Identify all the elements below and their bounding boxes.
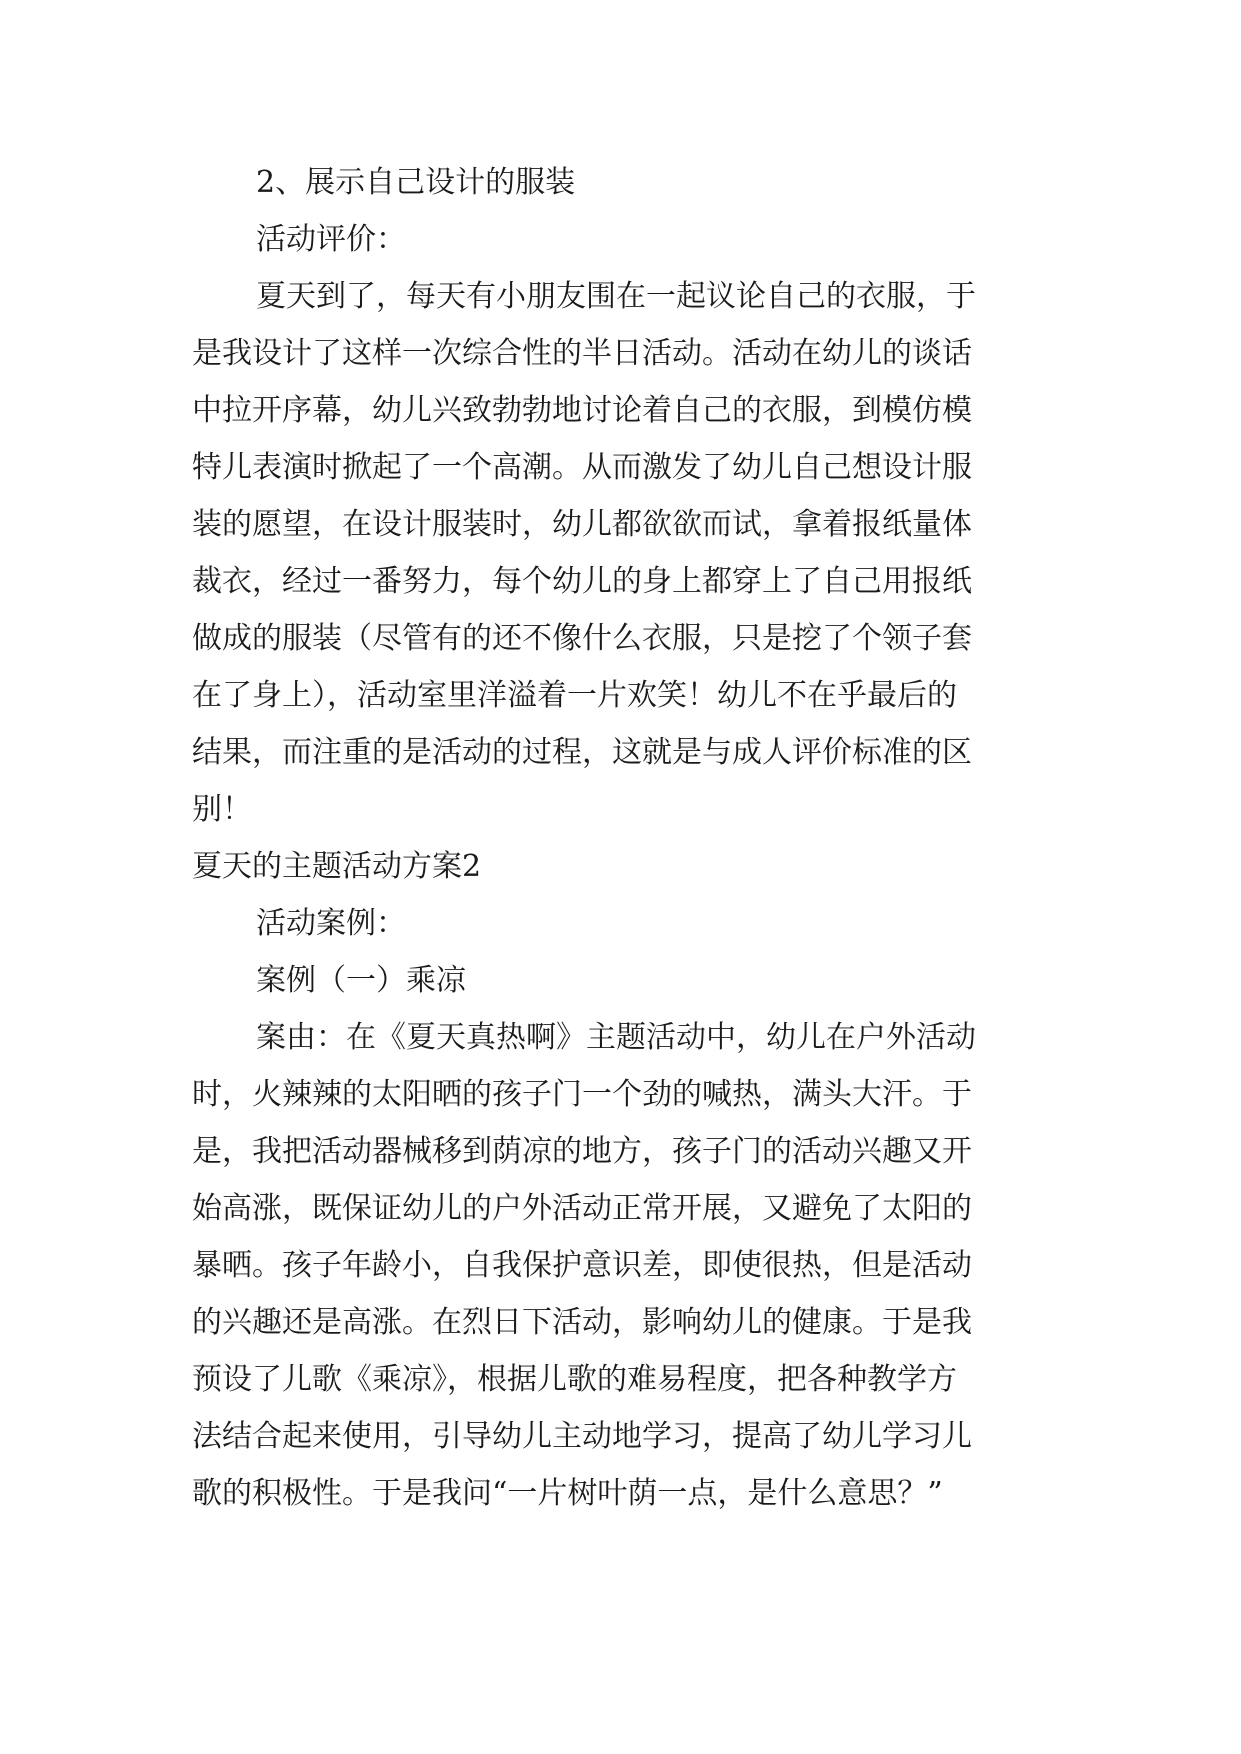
paragraph-line: 在了身上），活动室里洋溢着一片欢笑！幼儿不在乎最后的 xyxy=(192,678,957,713)
paragraph-line: 预设了儿歌《乘凉》，根据儿歌的难易程度，把各种教学方 xyxy=(192,1362,957,1397)
paragraph-line: 夏天到了，每天有小朋友围在一起议论自己的衣服，于 xyxy=(256,279,976,314)
paragraph-line: 暴晒。孩子年龄小，自我保护意识差，即使很热，但是活动 xyxy=(192,1248,972,1283)
list-item-show-design: 2、展示自己设计的服装 xyxy=(256,165,576,200)
paragraph-line: 法结合起来使用，引导幼儿主动地学习，提高了幼儿学习儿 xyxy=(192,1419,972,1454)
paragraph-line: 是我设计了这样一次综合性的半日活动。活动在幼儿的谈话 xyxy=(192,336,972,371)
paragraph-line: 是，我把活动器械移到荫凉的地方，孩子门的活动兴趣又开 xyxy=(192,1134,972,1169)
paragraph-line: 案由：在《夏天真热啊》主题活动中，幼儿在户外活动 xyxy=(256,1020,976,1055)
section-label-evaluation: 活动评价： xyxy=(256,222,406,257)
paragraph-line: 特儿表演时掀起了一个高潮。从而激发了幼儿自己想设计服 xyxy=(192,450,972,485)
paragraph-line: 的兴趣还是高涨。在烈日下活动，影响幼儿的健康。于是我 xyxy=(192,1305,972,1340)
paragraph-line: 中拉开序幕，幼儿兴致勃勃地讨论着自己的衣服，到模仿模 xyxy=(192,393,972,428)
paragraph-line: 做成的服装（尽管有的还不像什么衣服，只是挖了个领子套 xyxy=(192,621,972,656)
paragraph-line: 时，火辣辣的太阳晒的孩子门一个劲的喊热，满头大汗。于 xyxy=(192,1077,972,1112)
paragraph-line: 始高涨，既保证幼儿的户外活动正常开展，又避免了太阳的 xyxy=(192,1191,972,1226)
paragraph-line: 结果，而注重的是活动的过程，这就是与成人评价标准的区 xyxy=(192,735,972,770)
section-heading: 夏天的主题活动方案2 xyxy=(192,849,482,884)
document-body xyxy=(192,154,1052,1522)
paragraph-line: 别！ xyxy=(192,792,252,827)
paragraph-line: 歌的积极性。于是我问“一片树叶荫一点，是什么意思？” xyxy=(192,1476,943,1511)
section-label-cases: 活动案例： xyxy=(256,906,406,941)
case-title: 案例（一）乘凉 xyxy=(256,963,466,998)
paragraph-line: 裁衣，经过一番努力，每个幼儿的身上都穿上了自己用报纸 xyxy=(192,564,972,599)
paragraph-line: 装的愿望，在设计服装时，幼儿都欲欲而试，拿着报纸量体 xyxy=(192,507,972,542)
